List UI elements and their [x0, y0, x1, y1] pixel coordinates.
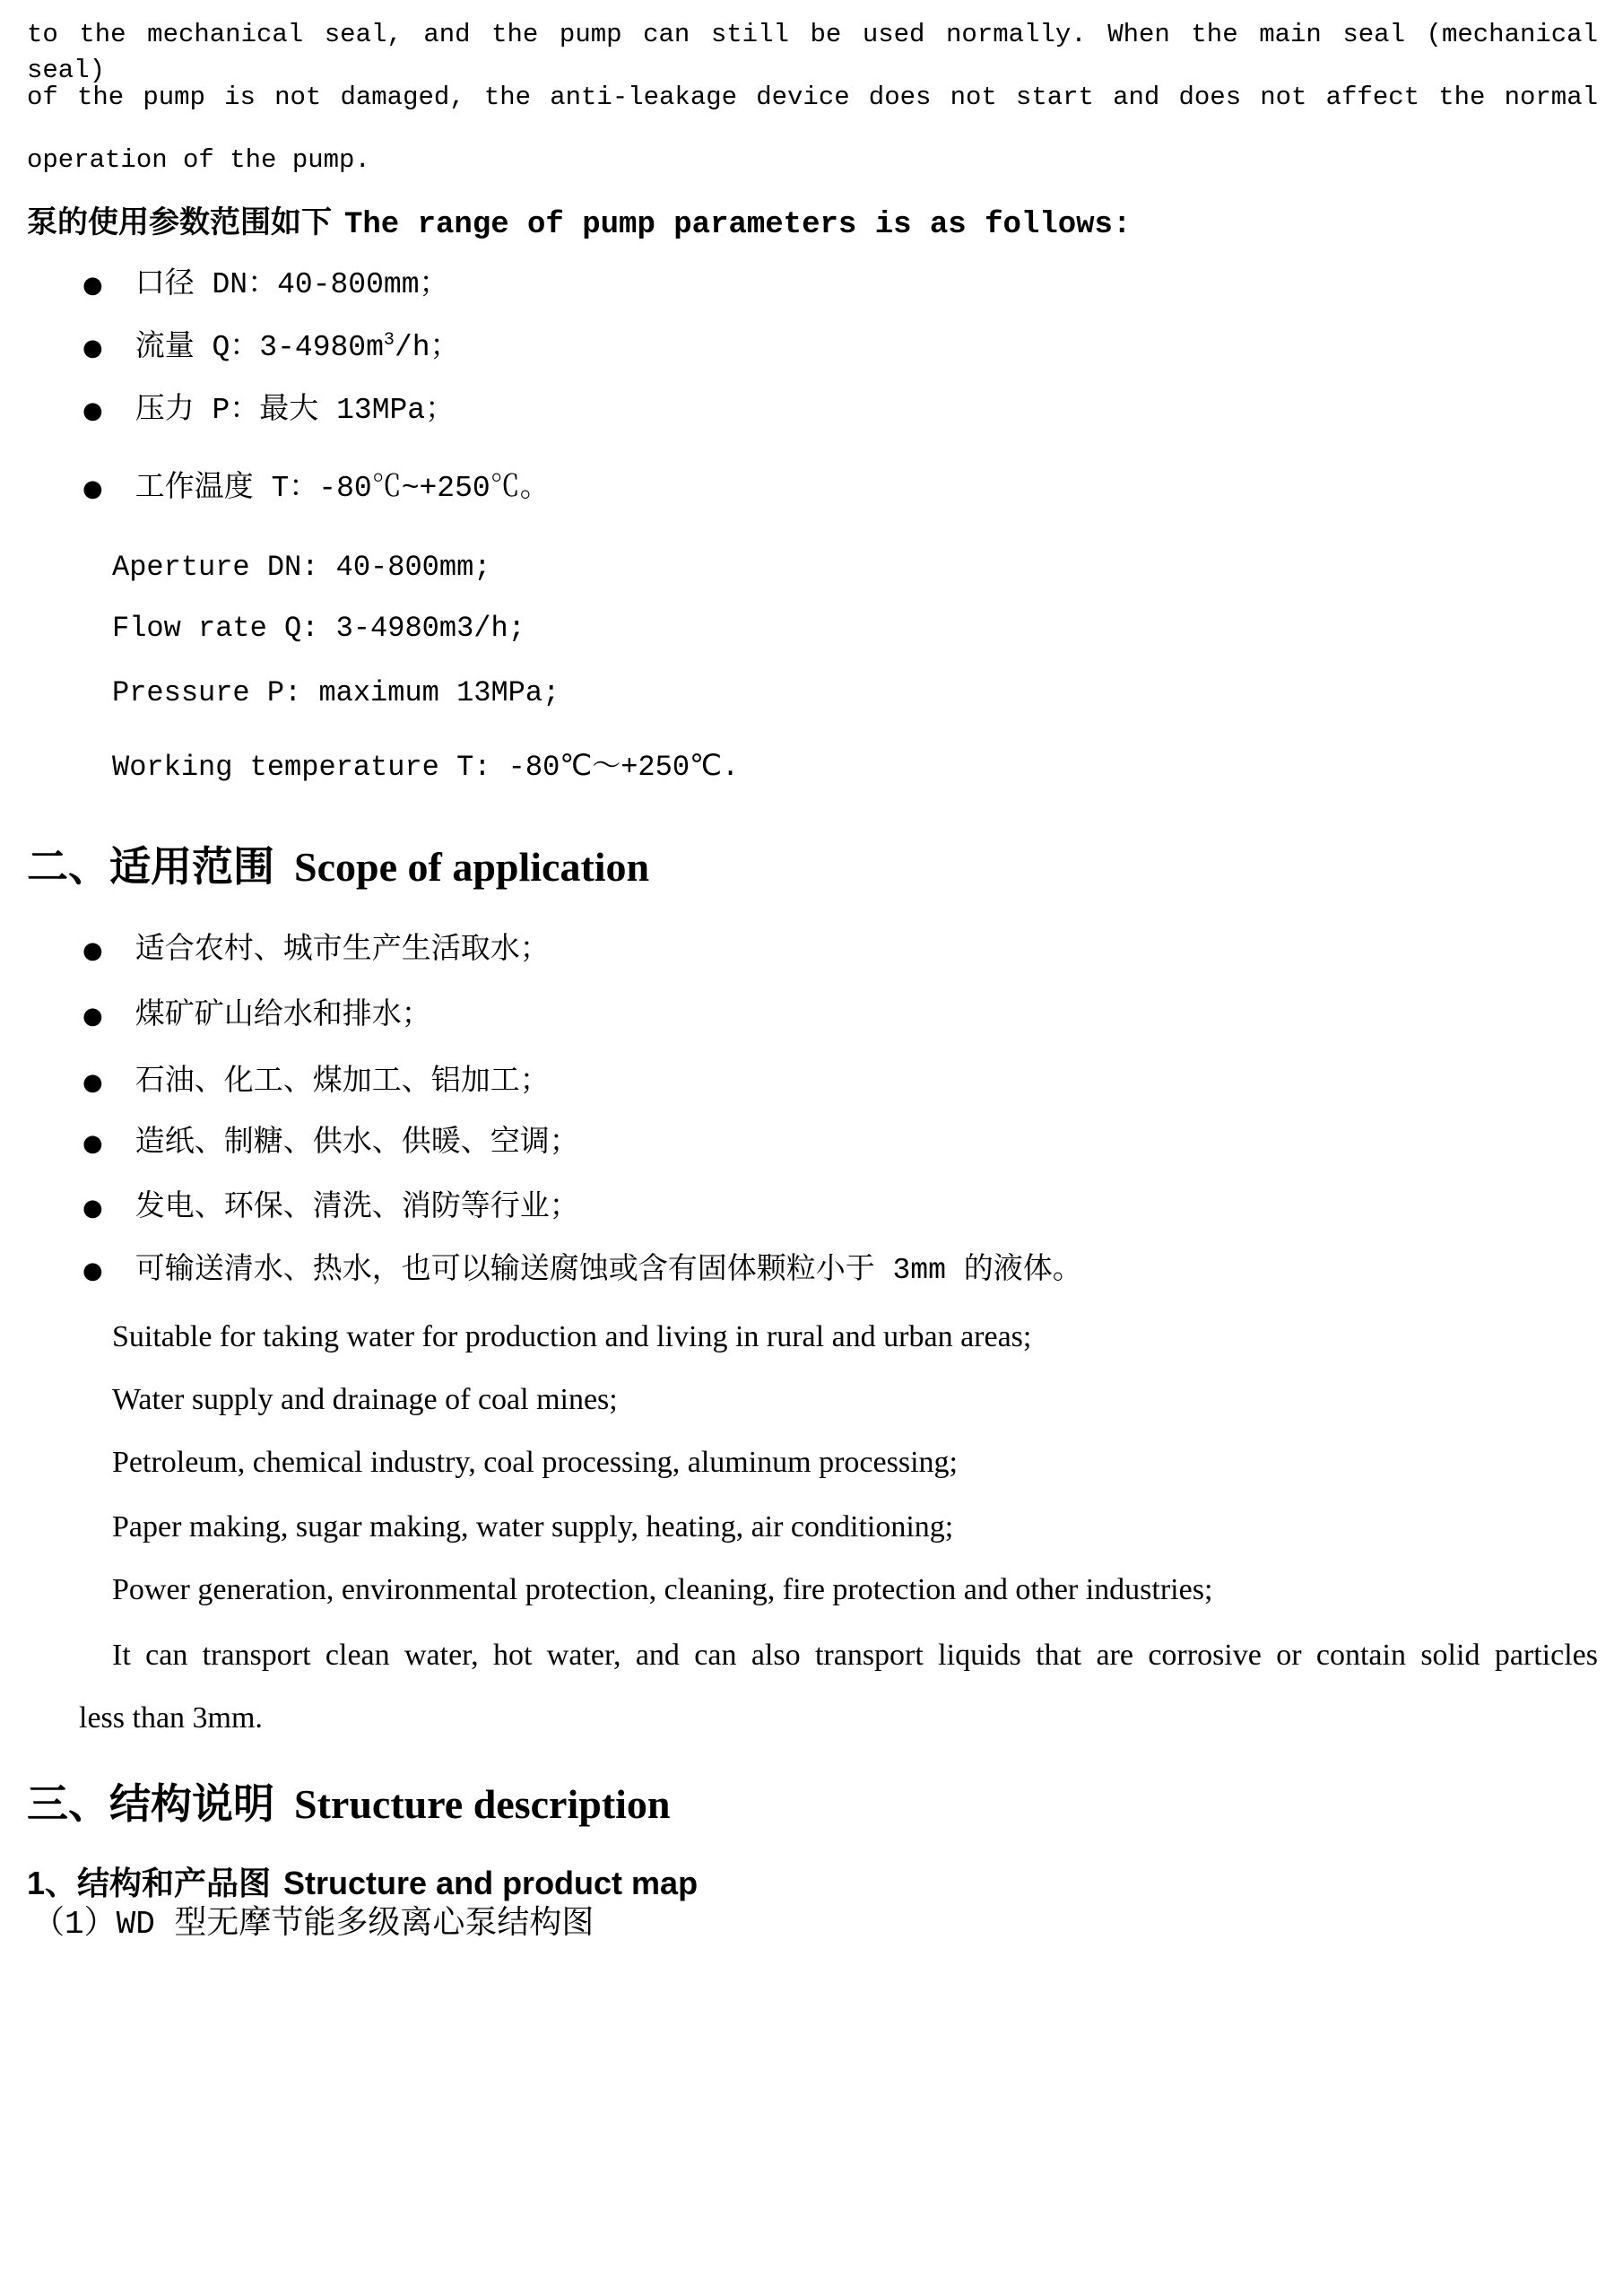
param-item-temperature-text: 工作温度 T：-80℃~+250℃。: [135, 472, 550, 505]
scope-item-coal-mines: [82, 998, 431, 1034]
scope-item-liquids-text: 可输送清水、热水，也可以输送腐蚀或含有固体颗粒小于 3mm 的液体。: [135, 1254, 1082, 1287]
scope-item-coal-mines-text: 煤矿矿山给水和排水；: [135, 999, 431, 1032]
structure-sub-heading-en: Structure and product map: [283, 1865, 699, 1901]
section-structure-heading-en: Structure description: [294, 1781, 671, 1827]
bullet-icon: ●: [82, 1257, 103, 1284]
param-item-pressure-text: 压力 P：最大 13MPa；: [135, 394, 456, 427]
param-item-aperture-text: 口径 DN：40-800mm；: [135, 268, 449, 301]
param-en-pressure: Pressure P: maximum 13MPa;: [112, 676, 560, 709]
bullet-icon: ●: [82, 334, 103, 361]
param-item-aperture: [82, 267, 449, 303]
bullet-icon: ●: [82, 1002, 103, 1030]
param-flow-suffix: /h；: [394, 331, 460, 364]
section-scope-heading-en: Scope of application: [294, 844, 650, 890]
param-item-flow: [82, 330, 460, 366]
intro-paragraph-line-2: of the pump is not damaged, the anti-leakage device does not start and does not affect the normal: [27, 83, 1598, 112]
params-heading-en: The range of pump parameters is as follows:: [344, 208, 1132, 242]
scope-item-petroleum: [82, 1065, 550, 1100]
scope-en-transport-line-1: It can transport clean water, hot water, and can also transport liquids that are corrosive or contain solid particles: [112, 1639, 1598, 1672]
scope-en-paper-sugar: Paper making, sugar making, water supply, heating, air conditioning;: [112, 1510, 954, 1544]
scope-item-paper-sugar: [82, 1126, 579, 1161]
params-heading: [27, 206, 1131, 244]
structure-sub-heading: [27, 1864, 698, 1903]
scope-item-power-gen-text: 发电、环保、清洗、消防等行业；: [135, 1191, 579, 1224]
param-item-pressure: [82, 393, 455, 429]
param-item-flow-text: [135, 330, 460, 366]
scope-item-rural-urban: [82, 933, 550, 969]
scope-en-power-gen: Power generation, environmental protection, cleaning, fire protection and other industries;: [112, 1573, 1213, 1606]
params-heading-zh: 泵的使用参数范围如下: [27, 208, 332, 242]
scope-en-petroleum: Petroleum, chemical industry, coal processing, aluminum processing;: [112, 1446, 958, 1479]
param-en-flow: Flow rate Q: 3-4980m3/h;: [112, 612, 525, 645]
param-en-aperture: Aperture DN: 40-800mm;: [112, 551, 491, 584]
bullet-icon: ●: [82, 396, 103, 424]
intro-paragraph-line-1: to the mechanical seal, and the pump can still be used normally. When the main seal (mechanical seal): [27, 20, 1598, 85]
bullet-icon: ●: [82, 1068, 103, 1096]
bullet-icon: ●: [82, 1129, 103, 1157]
scope-item-power-gen: [82, 1190, 579, 1226]
param-flow-superscript: 3: [383, 330, 395, 351]
scope-item-rural-urban-text: 适合农村、城市生产生活取水；: [135, 934, 550, 967]
section-scope-heading: [27, 842, 649, 892]
scope-item-liquids: [82, 1253, 1082, 1289]
section-scope-heading-zh: 二、适用范围: [27, 844, 274, 890]
scope-en-coal-mines: Water supply and drainage of coal mines;: [112, 1383, 618, 1416]
bullet-icon: ●: [82, 936, 103, 964]
scope-en-transport-line-2: less than 3mm.: [79, 1701, 263, 1735]
param-en-temperature: Working temperature T: -80℃～+250℃.: [112, 751, 740, 784]
section-structure-heading-zh: 三、结构说明: [27, 1781, 274, 1827]
scope-item-paper-sugar-text: 造纸、制糖、供水、供暖、空调；: [135, 1126, 579, 1160]
section-structure-heading: [27, 1779, 671, 1830]
param-flow-prefix: 流量 Q：3-4980m: [135, 331, 384, 364]
bullet-icon: ●: [82, 474, 103, 502]
structure-sub-heading-zh: 1、结构和产品图: [27, 1865, 272, 1901]
scope-en-rural-urban: Suitable for taking water for production and living in rural and urban areas;: [112, 1320, 1032, 1353]
intro-paragraph-line-3: operation of the pump.: [27, 145, 370, 175]
bullet-icon: ●: [82, 1194, 103, 1222]
param-item-temperature: [82, 471, 550, 507]
figure-caption: （1）WD 型无摩节能多级离心泵结构图: [32, 1906, 595, 1943]
bullet-icon: ●: [82, 271, 103, 299]
scope-item-petroleum-text: 石油、化工、煤加工、铝加工；: [135, 1065, 550, 1099]
